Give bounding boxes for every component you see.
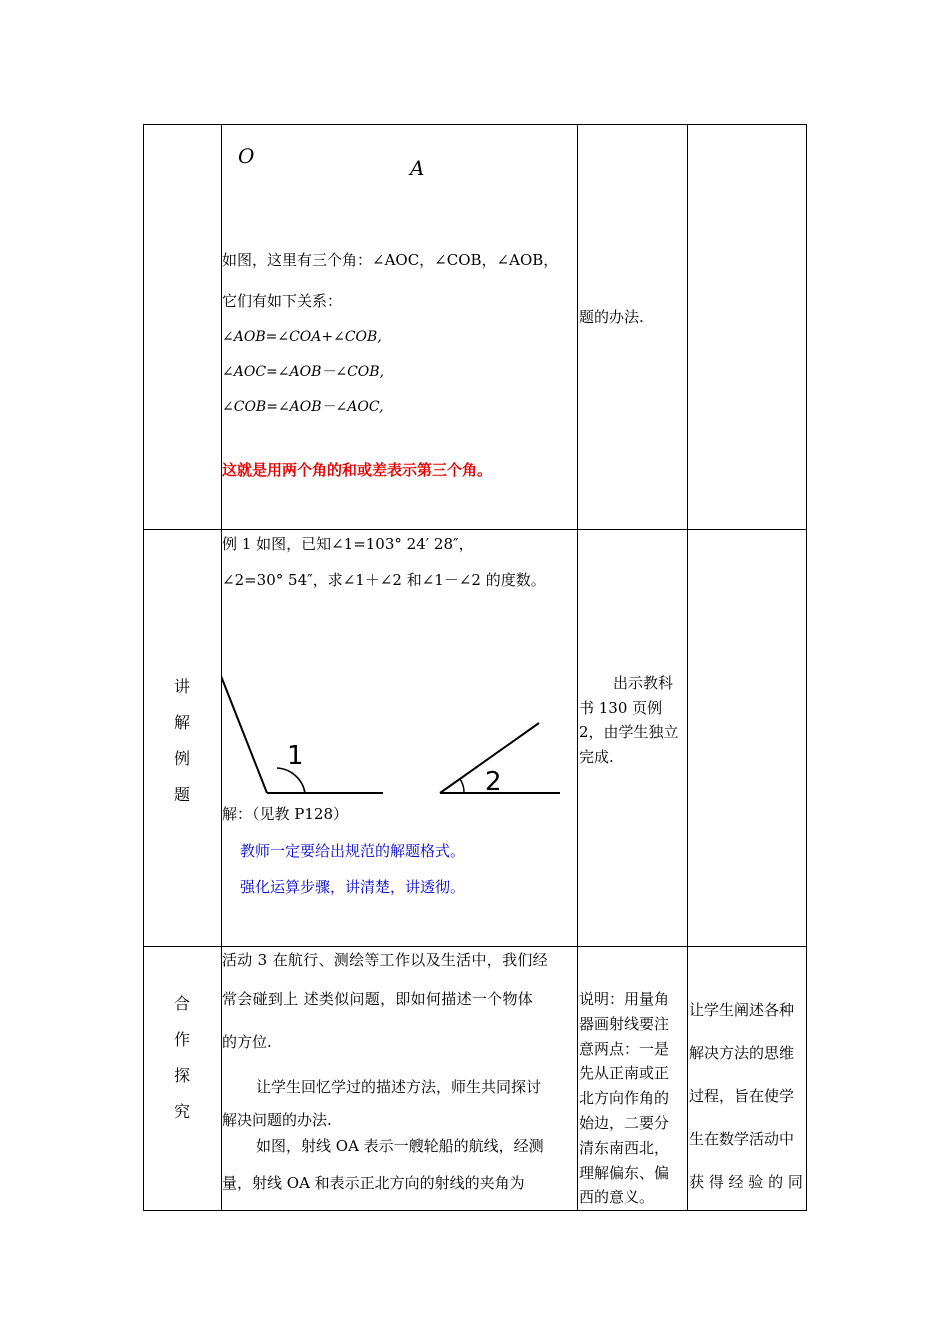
- activity-3-line-5: 解决问题的办法.: [222, 1111, 332, 1129]
- row3-teaching-notes: 说明：用量角 器画射线要注 意两点：一是 先从正南或正 北方向作角的 始边，二要分 清东南西北， 理解偏东、偏 西的意义。: [579, 990, 670, 1207]
- activity-3-line-2: 常会碰到上 述类似问题，即如何描述一个物体: [222, 990, 534, 1008]
- solution-text: 解：（见教 P128）: [222, 805, 348, 823]
- equation-2: ∠AOC=∠AOB－∠COB,: [222, 364, 385, 380]
- column-divider-2: [577, 124, 578, 1211]
- row-divider-2: [143, 946, 807, 947]
- table-right-border: [806, 124, 807, 1211]
- conclusion-text: 这就是用两个角的和或差表示第三个角。: [222, 461, 493, 479]
- point-label-o: O: [238, 144, 255, 168]
- example-1-line-2: ∠2=30° 54″，求∠1＋∠2 和∠1－∠2 的度数。: [222, 571, 546, 589]
- angles-intro: 如图，这里有三个角：∠AOC，∠COB，∠AOB，: [222, 251, 559, 269]
- activity-3-line-3: 的方位.: [222, 1033, 272, 1051]
- table-top-border: [143, 124, 807, 125]
- angle-2-label: 2: [485, 767, 502, 797]
- row2-notes: 出示教科 书 130 页例 2，由学生独立 完成.: [579, 674, 679, 766]
- angle-figures: [221, 660, 577, 810]
- activity-3-line-6: 如图，射线 OA 表示一艘轮船的航线，经测: [256, 1137, 544, 1155]
- column-divider-3: [687, 124, 688, 1211]
- activity-3-line-4: 让学生回忆学过的描述方法，师生共同探讨: [256, 1078, 542, 1096]
- row-divider-1: [143, 529, 807, 530]
- teacher-note-2: 强化运算步骤，讲清楚，讲透彻。: [240, 878, 466, 896]
- activity-3-line-1: 活动 3 在航行、测绘等工作以及生活中，我们经: [222, 951, 548, 969]
- activity-3-line-7: 量，射线 OA 和表示正北方向的射线的夹角为: [222, 1174, 525, 1192]
- table-left-border: [143, 124, 144, 1211]
- relations-intro: 它们有如下关系：: [222, 292, 343, 310]
- row3-design-intent: 让学生阐述各种 解决方法的思维 过程，旨在使学 生在数学活动中 获 得 经 验 的 同: [689, 1001, 803, 1191]
- example-1-line-1: 例 1 如图，已知∠1=103° 24′ 28″，: [222, 535, 474, 553]
- angle-2-figure: [440, 723, 560, 797]
- point-label-a: A: [410, 156, 425, 180]
- equation-3: ∠COB=∠AOB－∠AOC,: [222, 399, 384, 415]
- angle-1-label: 1: [287, 741, 304, 771]
- angle-1-figure: [221, 676, 383, 793]
- table-bottom-border: [143, 1210, 807, 1211]
- row1-notes: 题的办法.: [579, 308, 644, 326]
- teacher-note-1: 教师一定要给出规范的解题格式。: [240, 842, 466, 860]
- section-label-cooperation: 合 作 探 究: [173, 994, 190, 1121]
- equation-1: ∠AOB=∠COA+∠COB,: [222, 329, 382, 345]
- section-label-examples: 讲 解 例 题: [173, 677, 190, 804]
